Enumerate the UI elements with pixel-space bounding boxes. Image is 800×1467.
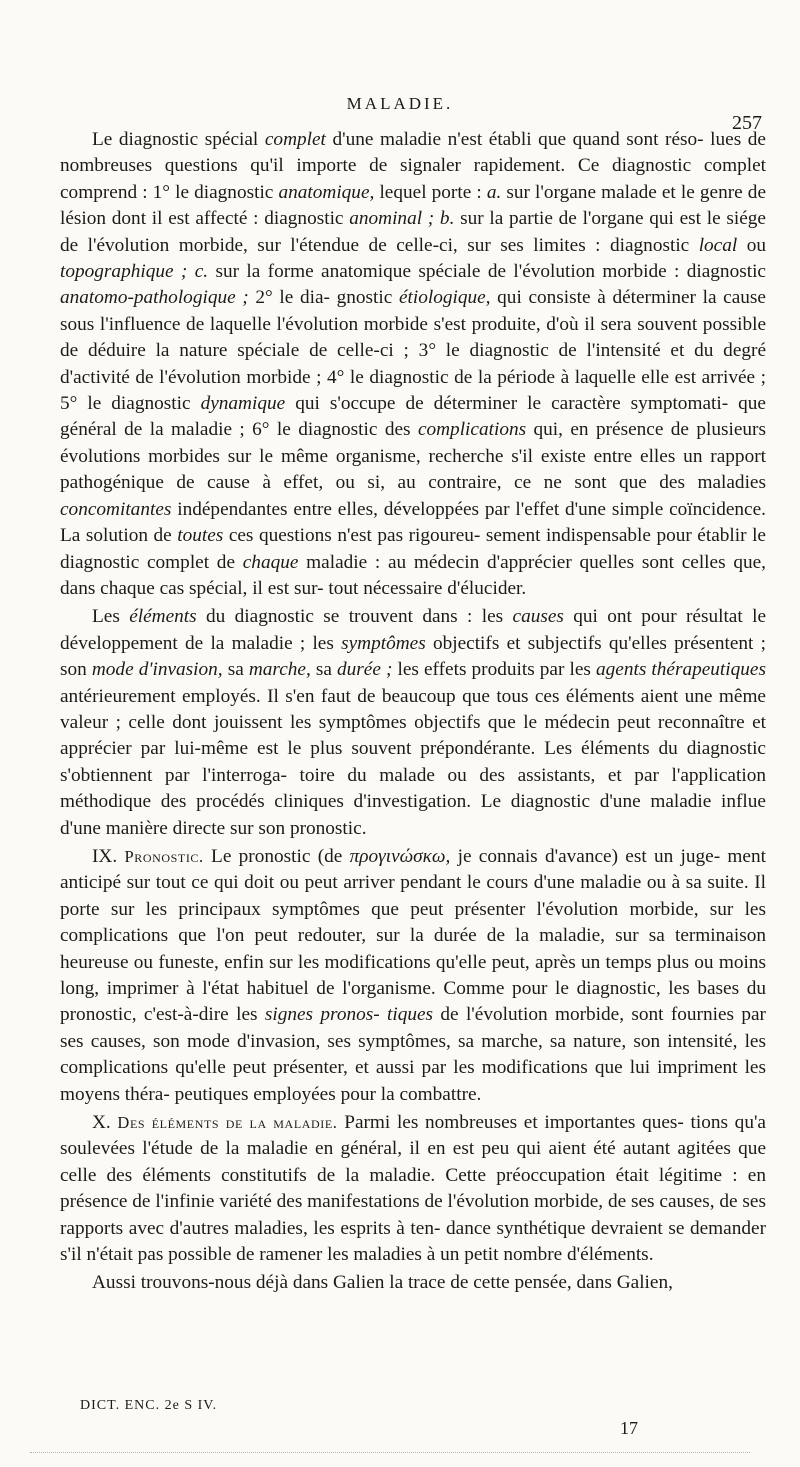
emphasis-text: étiologique, [398,287,491,309]
text-run: indépendantes entre elles, développées par l'effet d'une simple coïncidence. La solution de [60,498,766,547]
paragraph-pronostic [60,844,766,1108]
text-run: Le pronostic (de [203,845,350,867]
text-run: lequel porte : [374,181,487,203]
text-run: objectifs et subjectifs qu'elles présentent ; son [60,632,766,681]
emphasis-text: mode d'invasion, [91,659,223,681]
text-run: IX. [92,845,125,867]
paragraph-diagnostic-complet [60,127,766,602]
emphasis-text: anatomique, [278,181,375,203]
emphasis-text: symptômes [341,632,426,654]
emphasis-text: signes pronos- tiques [264,1004,434,1026]
text-run: sur l'organe malade et le genre de lésion dont il est affecté : diagnostic [60,181,767,230]
running-title: MALADIE. [346,94,454,113]
text-run: X. [92,1112,118,1134]
text-run: Aussi trouvons-nous déjà dans Galien la trace de cette pensée, dans Galien, [92,1272,673,1294]
emphasis-text: local [698,234,738,256]
text-run: les effets produits par les [392,659,596,681]
emphasis-text: complications [417,419,527,441]
emphasis-text: complet [264,129,326,150]
text-run: de l'évolution morbide, sont fournies par ses causes, son mode d'invasion, ses symptômes, sa marche, sa nature, son intensité, les complications qu'elle peut présenter, et aussi par les modifications que lui impriment les moyens théra- peutiques employées pour la combattre. [60,1004,766,1105]
emphasis-text: éléments [129,606,197,628]
emphasis-text: toutes [177,525,224,547]
emphasis-text: concomitantes [60,498,172,520]
text-run: je connais d'avance) est un juge- ment anticipé sur tout ce qui doit ou peut arriver pendant le cours d'une maladie ou à sa suite. Il porte sur les principaux symptômes que peut présenter l'évolution morbide, sur les complications que l'on peut redouter, sur la durée de la maladie, sur sa terminaison heureuse ou funeste, enfin sur les modifications qu'elle peut, après un temps plus ou moins long, imprimer à l'état habituel de l'organisme. Comme pour le diagnostic, les bases du pronostic, c'est-à-dire les [60,845,766,1026]
text-run: 2° le dia- gnostic [248,287,399,309]
text-run: Le diagnostic spécial [92,129,265,150]
paragraph-galien [60,1270,766,1296]
section-heading: Des éléments de la maladie. [117,1113,338,1133]
section-heading: Pronostic. [124,846,204,866]
paragraph-elements-maladie [60,1110,766,1268]
text-run: sa [310,659,337,681]
text-run: ou [737,234,766,256]
text-run: sur la partie de l'organe qui est le siége de l'évolution morbide, sur l'étendue de celle-ci, sur ses limites : diagnostic [60,208,766,256]
text-run: qui, en présence de plusieurs évolutions morbides sur le même organisme, recherche s'il existe entre elles un rapport pathogénique de cause à effet, ou si, au contraire, ce ne sont que des maladies [60,419,766,494]
paragraph-elements-diagnostic [60,604,766,842]
emphasis-text: durée ; [337,659,393,681]
text-run: Parmi les nombreuses et importantes ques- tions qu'a soulevées l'étude de la maladie en général, il en est peu qui aient été autant agitées que celle des éléments constitutifs de la maladie. Cette préoccupation était légitime : en présence de l'infinie variété des manifestations de l'évolution morbide, de ses causes, de ses rapports avec d'autres maladies, les esprits à ten- dance synthétique devraient se demander s'il n'était pas possible de ramener les maladies à un petit nombre d'éléments. [60,1112,766,1266]
emphasis-text: causes [512,606,564,628]
text-run: maladie : au médecin d'apprécier quelles sont celles que, dans chaque cas spécial, il est sur- tout nécessaire d'élucider. [60,551,766,599]
emphasis-text: dynamique [200,393,286,415]
text-run: du diagnostic se trouvent dans : les [196,606,513,628]
footer-signature: DICT. ENC. 2e S IV. [80,1398,218,1413]
page-number: 257 [732,112,762,134]
text-run: antérieurement employés. Il s'en faut de beaucoup que tous ces éléments aient une même valeur ; celle dont jouissent les symptômes objectifs que le médecin peut reconnaître et apprécier par lui-même est le plus souvent prépondérante. Les éléments du diagnostic s'obtiennent par l'interroga- toire du malade ou des assistants, et par l'application méthodique des procédés cliniques d'investigation. Le diagnostic d'une maladie influe d'une manière directe sur son pronostic. [60,685,766,839]
text-run: sa [222,659,249,681]
emphasis-text: anatomo-pathologique ; [60,287,249,309]
emphasis-text: προγινώσκω, [349,845,451,867]
bottom-rule [30,1452,750,1453]
text-run: qui consiste à déterminer la cause sous l'influence de laquelle l'évolution morbide s'est produite, d'où il sera souvent possible de déduire la nature spéciale de celle-ci ; 3° le diagnostic de l'intensité et du degré d'activité de l'évolution morbide ; 4° le diagnostic de la période à laquelle elle est arrivée ; 5° le diagnostic [60,287,766,415]
text-run: d'une maladie n'est établi que quand sont réso- lues de nombreuses questions qu'il importe de signaler rapidement. Ce diagnostic complet comprend : 1° le diagnostic [60,129,766,203]
emphasis-text: chaque [242,551,299,573]
footer-sheet-number: 17 [620,1418,638,1438]
text-run: Les [92,606,130,628]
body-text [60,127,766,1297]
text-run: ces questions n'est pas rigoureu- sement indispensable pour établir le diagnostic complet de [60,525,766,573]
text-run: qui ont pour résultat le développement de la maladie ; les [60,606,766,654]
emphasis-text: topographique ; c. [60,261,209,283]
emphasis-text: a. [486,181,502,203]
emphasis-text: agents thérapeutiques [595,659,766,681]
text-run: sur la forme anatomique spéciale de l'évolution morbide : diagnostic [208,261,766,283]
emphasis-text: marche, [248,659,311,681]
text-run: qui s'occupe de déterminer le caractère symptomati- que général de la maladie ; 6° le diagnostic des [60,393,766,441]
emphasis-text: anominal ; b. [349,208,455,230]
